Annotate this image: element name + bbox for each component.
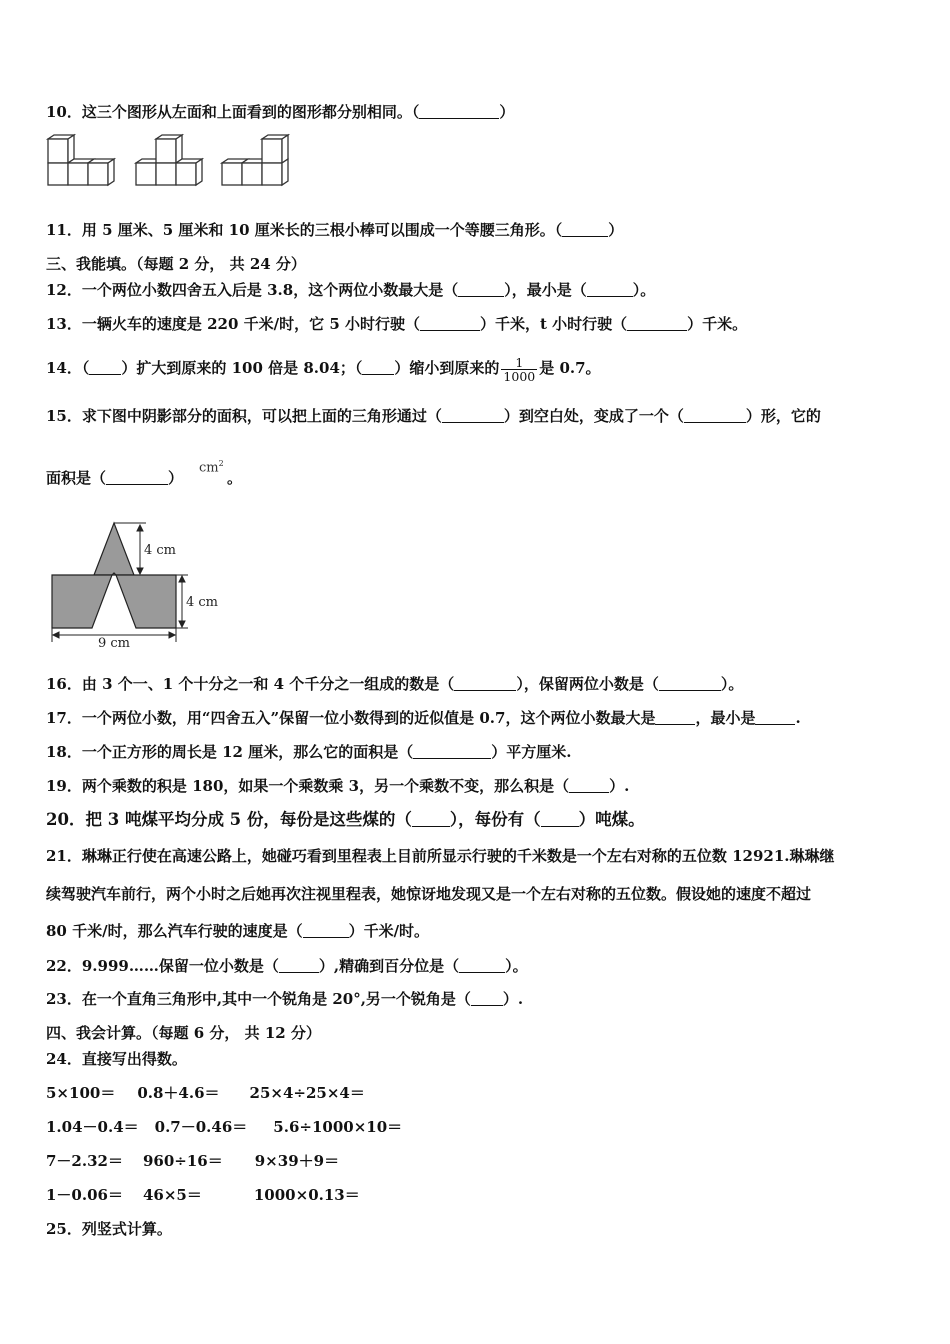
answer-blank-1[interactable] bbox=[454, 675, 516, 691]
question-22: 22．9.999……保留一位小数是（ ）,精确到百分位是（ ）。 bbox=[46, 957, 528, 975]
answer-blank[interactable] bbox=[471, 990, 503, 1006]
calc-item: 960÷16＝ bbox=[142, 1152, 223, 1170]
question-21-line-3: 80 千米/时，那么汽车行驶的速度是（ ）千米/时。 bbox=[46, 922, 430, 940]
answer-blank-2[interactable] bbox=[362, 359, 394, 375]
question-19: 19．两个乘数的积是 180，如果一个乘数乘 3，另一个乘数不变，那么积是（ ）. bbox=[46, 777, 630, 795]
cube-figures bbox=[44, 133, 304, 193]
answer-blank-2[interactable] bbox=[541, 811, 579, 827]
answer-blank[interactable] bbox=[569, 777, 609, 793]
answer-blank[interactable] bbox=[413, 743, 491, 759]
calc-row-3 bbox=[46, 1150, 339, 1172]
label-width: 9 cm bbox=[98, 636, 131, 650]
answer-blank-3[interactable] bbox=[106, 469, 168, 485]
answer-blank-1[interactable] bbox=[412, 811, 450, 827]
calc-item: 46×5＝ bbox=[142, 1186, 202, 1204]
answer-blank[interactable] bbox=[303, 922, 349, 938]
calc-item: 5×100＝ bbox=[46, 1084, 116, 1102]
answer-blank-1[interactable] bbox=[279, 957, 319, 973]
question-14: 14．（ ）扩大到原来的 100 倍是 8.04；（ ）缩小到原来的 $\frac{1}{1000}$ 是 0.7。 bbox=[46, 354, 601, 384]
label-triangle-height: 4 cm bbox=[144, 543, 177, 558]
calc-row-4 bbox=[46, 1184, 360, 1206]
section-3-title: 三、我能填。（每题 2 分， 共 24 分） bbox=[46, 255, 306, 273]
shaded-top-triangle bbox=[94, 523, 134, 575]
question-12: 12．一个两位小数四舍五入后是 3.8，这个两位小数最大是（ ），最小是（ ）。 bbox=[46, 281, 656, 299]
label-rect-height: 4 cm bbox=[186, 595, 219, 610]
answer-blank-min[interactable] bbox=[755, 709, 795, 725]
question-21-line-1: 21．琳琳正行使在高速公路上，她碰巧看到里程表上目前所显示行驶的千米数是一个左右对称的五位数 12921.琳琳继 bbox=[46, 847, 835, 865]
answer-blank-1[interactable] bbox=[420, 315, 480, 331]
question-17: 17．一个两位小数，用“四舍五入”保留一位小数得到的近似值是 0.7，这个两位小数最大是 ，最小是 . bbox=[46, 709, 801, 727]
answer-blank-1[interactable] bbox=[442, 407, 504, 423]
question-13: 13．一辆火车的速度是 220 千米/时，它 5 小时行驶（ ）千米，t 小时行驶（ ）千米。 bbox=[46, 315, 748, 333]
cube-figure-3 bbox=[222, 135, 288, 185]
answer-blank-min[interactable] bbox=[587, 281, 633, 297]
calc-item: 9×39＋9＝ bbox=[254, 1152, 340, 1170]
answer-blank-2[interactable] bbox=[459, 957, 505, 973]
answer-blank-max[interactable] bbox=[655, 709, 695, 725]
question-18: 18．一个正方形的周长是 12 厘米，那么它的面积是（ ）平方厘米. bbox=[46, 743, 572, 761]
question-15: 15．求下图中阴影部分的面积，可以把上面的三角形通过（ ）到空白处，变成了一个（ ）形，它的 bbox=[46, 407, 821, 425]
answer-blank-2[interactable] bbox=[684, 407, 746, 423]
calc-item: 1－0.06＝ bbox=[46, 1186, 123, 1204]
cube-figure-1 bbox=[48, 135, 114, 185]
calc-item: 0.8＋4.6＝ bbox=[137, 1084, 220, 1102]
answer-blank-1[interactable] bbox=[89, 359, 121, 375]
calc-item: 1.04－0.4＝ bbox=[46, 1118, 139, 1136]
question-11: 11．用 5 厘米、5 厘米和 10 厘米长的三根小棒可以围成一个等腰三角形。（ ） bbox=[46, 221, 624, 239]
shaded-bottom-region-right bbox=[116, 575, 176, 628]
unit-cm2: $cm^2$ bbox=[199, 459, 224, 476]
calc-item: 1000×0.13＝ bbox=[253, 1186, 360, 1204]
shaded-area-figure bbox=[44, 518, 234, 650]
answer-blank-2[interactable] bbox=[659, 675, 721, 691]
calc-row-2 bbox=[46, 1116, 402, 1138]
answer-blank-2[interactable] bbox=[627, 315, 687, 331]
question-15-line-2: 面积是（ ） 。 bbox=[46, 469, 243, 487]
shaded-bottom-region bbox=[52, 575, 112, 628]
answer-blank[interactable] bbox=[419, 103, 499, 119]
calc-item: 0.7－0.46＝ bbox=[154, 1118, 248, 1136]
calc-item: 25×4÷25×4＝ bbox=[249, 1084, 365, 1102]
question-23: 23．在一个直角三角形中,其中一个锐角是 20°,另一个锐角是（ ）. bbox=[46, 990, 524, 1008]
question-24: 24．直接写出得数。 bbox=[46, 1050, 187, 1068]
cube-figure-2 bbox=[136, 135, 202, 185]
question-number: 10． bbox=[46, 103, 82, 121]
fraction: $\frac{1}{1000}$ bbox=[503, 354, 536, 384]
question-25: 25．列竖式计算。 bbox=[46, 1220, 172, 1238]
question-text: 这三个图形从左面和上面看到的图形都分别相同。（ bbox=[81, 103, 420, 121]
calc-item: 7－2.32＝ bbox=[46, 1152, 123, 1170]
calc-item: 5.6÷1000×10＝ bbox=[273, 1118, 403, 1136]
question-20: 20．把 3 吨煤平均分成 5 份，每份是这些煤的（ ），每份有（ ）吨煤。 bbox=[46, 810, 645, 829]
question-21-line-2: 续驾驶汽车前行，两个小时之后她再次注视里程表，她惊讶地发现又是一个左右对称的五位数。假设她的速度不超过 bbox=[46, 885, 812, 903]
calc-row-1 bbox=[46, 1082, 365, 1104]
answer-blank-max[interactable] bbox=[458, 281, 504, 297]
question-16: 16．由 3 个一、1 个十分之一和 4 个千分之一组成的数是（ ），保留两位小数是（ ）。 bbox=[46, 675, 744, 693]
section-4-title: 四、我会计算。（每题 6 分， 共 12 分） bbox=[46, 1024, 321, 1042]
question-10: 10．这三个图形从左面和上面看到的图形都分别相同。（ ） bbox=[46, 103, 515, 121]
answer-blank[interactable] bbox=[562, 221, 608, 237]
